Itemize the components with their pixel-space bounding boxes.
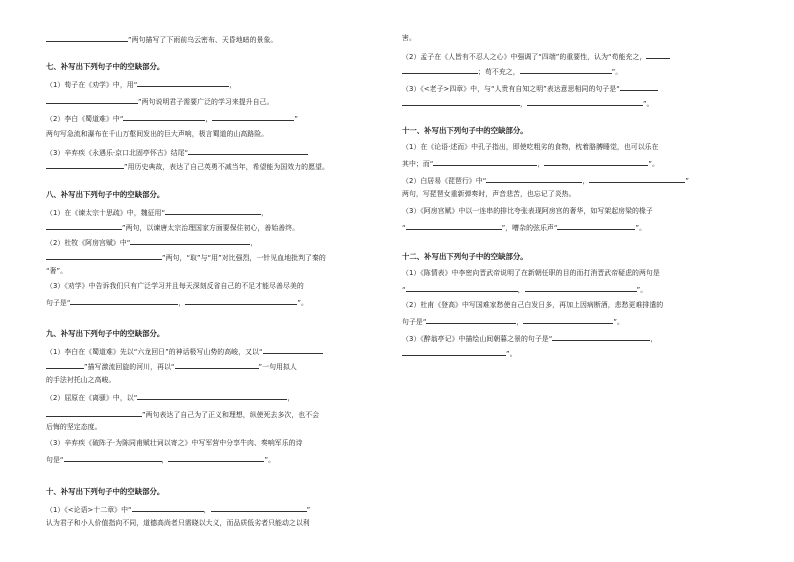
line: 害。	[402, 34, 416, 42]
section-11-title: 十一、补写出下列句子中的空缺部分。	[402, 126, 528, 135]
blank-line[interactable]	[406, 284, 518, 292]
blank-line[interactable]	[544, 158, 648, 166]
line: （2）李白《蜀道难》中“ ， ”	[46, 115, 299, 123]
line: （1）李白在《蜀道难》先以“六龙回日”的神话极写山势的高峻，又以“	[46, 346, 323, 357]
line: 认为君子和小人价值指向不同，道德高尚者只需晓以大义，而品质低劣者只能动之以利	[46, 519, 310, 527]
line: （2）孟子在《人皆有不忍人之心》中强调了“四端”的重要性，认为“苟能充之，	[402, 51, 670, 62]
line: 后悔的坚定态度。	[46, 423, 102, 431]
line: （1）《陈情表》中李密向晋武帝说明了在新朝任职的目的而打消晋武帝疑虑的两句是	[402, 269, 660, 277]
line: ”两句表达了自己为了正义和理想，纵使死去多次，也不会	[46, 409, 319, 420]
blank-line[interactable]	[402, 348, 506, 356]
line: （2）白居易《琵琶行》中“ ， ”	[402, 177, 689, 185]
line: 句是“ ， ”。	[46, 456, 276, 464]
section-10-title: 十、补写出下列句子中的空缺部分。	[46, 487, 165, 496]
line: ”描写激流回旋的河川，再以“ ”一句用拟人	[46, 361, 297, 372]
blank-line[interactable]	[168, 454, 264, 462]
line: 两句写急流和瀑布在千山万壑间发出的巨大声响，极言蜀道的山高路险。	[46, 130, 269, 138]
blank-line[interactable]	[406, 222, 502, 230]
blank-line[interactable]	[263, 346, 323, 354]
blank-line[interactable]	[46, 222, 122, 230]
blank-line[interactable]	[212, 113, 294, 121]
line: ”两句说明君子需要广泛的学习来提升自己。	[46, 96, 274, 107]
line: 其中；而“ ， ”。	[402, 160, 659, 168]
blank-line[interactable]	[426, 316, 516, 324]
blank-line[interactable]	[46, 96, 138, 104]
blank-line[interactable]	[46, 34, 128, 42]
blank-line[interactable]	[123, 113, 205, 121]
line: ”。	[402, 348, 517, 359]
line: （2）杜牧《阿房宫赋》中“ ，	[46, 239, 258, 247]
line: ”两句，以谏唐太宗治理国家方面要保住初心，善始善终。	[46, 222, 299, 233]
blank-line[interactable]	[211, 504, 307, 512]
blank-line[interactable]	[402, 66, 478, 74]
section-9-title: 九、补写出下列句子中的空缺部分。	[46, 329, 165, 338]
blank-line[interactable]	[433, 158, 537, 166]
line: （3）辛弃疾《破阵子·为陈同甫赋壮词以寄之》中写军营中分享牛肉、奏响军乐的诗	[46, 439, 303, 447]
section-12-title: 十二、补写出下列句子中的空缺部分。	[402, 252, 528, 261]
blank-line[interactable]	[70, 297, 178, 305]
line: ”用历史典故，表达了自己英勇不减当年，希望能为国效力的愿望。	[46, 161, 329, 172]
blank-line[interactable]	[552, 333, 650, 341]
line: ， ”。	[402, 98, 654, 109]
blank-line[interactable]	[130, 237, 250, 245]
blank-line[interactable]	[520, 66, 612, 74]
blank-line[interactable]	[486, 175, 582, 183]
line: （1）《<论语>十二章》中“ ， ”	[46, 506, 311, 514]
blank-line[interactable]	[185, 297, 297, 305]
line: （3）《劝学》中告诉我们只有广泛学习并且每天深刻反省自己的不足才能尽善尽美的	[46, 282, 304, 290]
line: ”两句描写了下雨前乌云密布、天昏地暗的景象。	[46, 34, 277, 45]
blank-line[interactable]	[137, 392, 287, 400]
blank-line[interactable]	[46, 409, 142, 417]
line: 句子是“ ， ”。	[46, 299, 308, 307]
blank-line[interactable]	[557, 222, 635, 230]
blank-line[interactable]	[175, 361, 259, 369]
blank-line[interactable]	[46, 161, 124, 169]
line: （1）在《论语·述而》中孔子指出，即使吃粗劣的食物，枕着胳膊睡觉，也可以乐在	[402, 143, 659, 151]
line: （3）《<老子>四章》中，与“人贵有自知之明”表达意思相同的句子是“	[402, 83, 658, 94]
line: （3）《醉翁亭记》中描绘山间朝暮之景的句子是“ ，	[402, 335, 658, 343]
blank-line[interactable]	[46, 252, 162, 260]
blank-line[interactable]	[46, 361, 84, 369]
line: “奢”。	[46, 267, 68, 275]
line: （2）杜甫《登高》中写国难家愁使自己白发日多，再加上因病断酒，悲愁更难排遣的	[402, 301, 664, 309]
line: ；苟不充之， ”。	[402, 66, 622, 77]
line: （2）屈原在《离骚》中，以“ ，	[46, 394, 295, 402]
blank-line[interactable]	[188, 147, 308, 155]
line: ”两句，“取”与“用”对比强烈，一针见血地批判了秦的	[46, 252, 326, 263]
blank-line[interactable]	[525, 284, 637, 292]
line: 两句，写琵琶女重新弹奏时，声音悲苦，也忘记了炎热。	[402, 190, 576, 198]
blank-line[interactable]	[64, 454, 162, 462]
section-8-title: 八、补写出下列句子中的空缺部分。	[46, 190, 165, 199]
line: （3）辛弃疾《永遇乐·京口北固亭怀古》结尾“	[46, 147, 308, 158]
line: “ ”，嘈杂的弦乐声“ ”。	[402, 224, 647, 232]
blank-line[interactable]	[589, 175, 685, 183]
line: 的手法衬托山之高峻。	[46, 376, 116, 384]
line: （1）在《谏太宗十思疏》中，魏征用“ ，	[46, 209, 269, 217]
blank-line[interactable]	[402, 98, 520, 106]
blank-line[interactable]	[527, 98, 643, 106]
blank-line[interactable]	[132, 504, 204, 512]
line: （1）荀子在《劝学》中，用“ ，	[46, 81, 237, 89]
line: （3）《阿房宫赋》中以一连串的排比夸张表现阿房宫的奢华，如写架起房梁的椽子	[402, 207, 653, 215]
line: 句子是“ ， ”。	[402, 318, 624, 326]
blank-line[interactable]	[137, 79, 229, 87]
blank-line[interactable]	[165, 207, 261, 215]
section-7-title: 七、补写出下列句子中的空缺部分。	[46, 62, 165, 71]
blank-line[interactable]	[620, 83, 658, 91]
blank-line[interactable]	[646, 51, 670, 59]
blank-line[interactable]	[523, 316, 613, 324]
line: “ ， ”。	[402, 286, 648, 294]
